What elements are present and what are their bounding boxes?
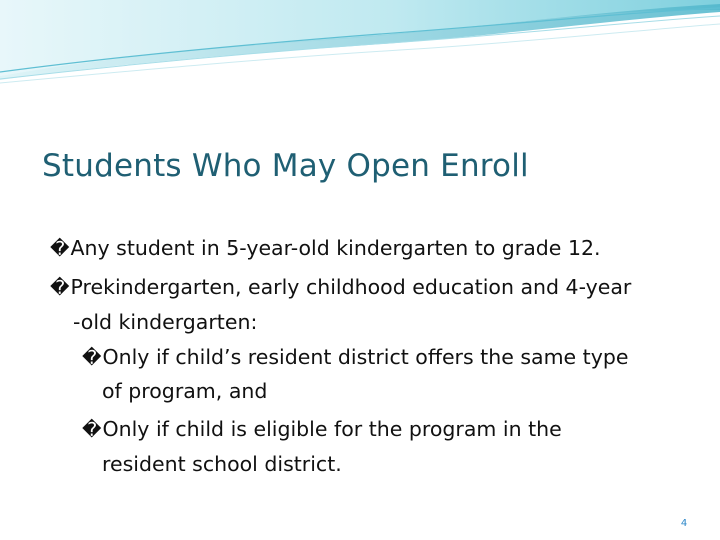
slide-number: 4 — [680, 518, 688, 529]
bullet-item — [50, 274, 631, 301]
bullet-glyph: � — [82, 347, 102, 369]
sub-bullet-item — [82, 344, 628, 371]
bullet-glyph: � — [82, 419, 102, 441]
sub-bullet-text: Only if child is eligible for the program in the — [102, 417, 562, 441]
sub-bullet-text: Only if child’s resident district offers the same type — [102, 345, 629, 369]
bullet-glyph: � — [50, 238, 70, 260]
slide-title: Students Who May Open Enroll — [42, 148, 529, 184]
bullet-glyph: � — [50, 277, 70, 299]
bullet-item — [50, 235, 601, 262]
bullet-text: Any student in 5-year-old kindergarten to grade 12. — [70, 236, 601, 260]
sub-bullet-text-continuation: resident school district. — [102, 452, 342, 476]
sub-bullet-text-continuation: of program, and — [102, 379, 268, 403]
sub-bullet-item — [82, 416, 562, 443]
bullet-text: Prekindergarten, early childhood education and 4-year — [70, 275, 632, 299]
bullet-text-continuation: -old kindergarten: — [73, 310, 258, 334]
